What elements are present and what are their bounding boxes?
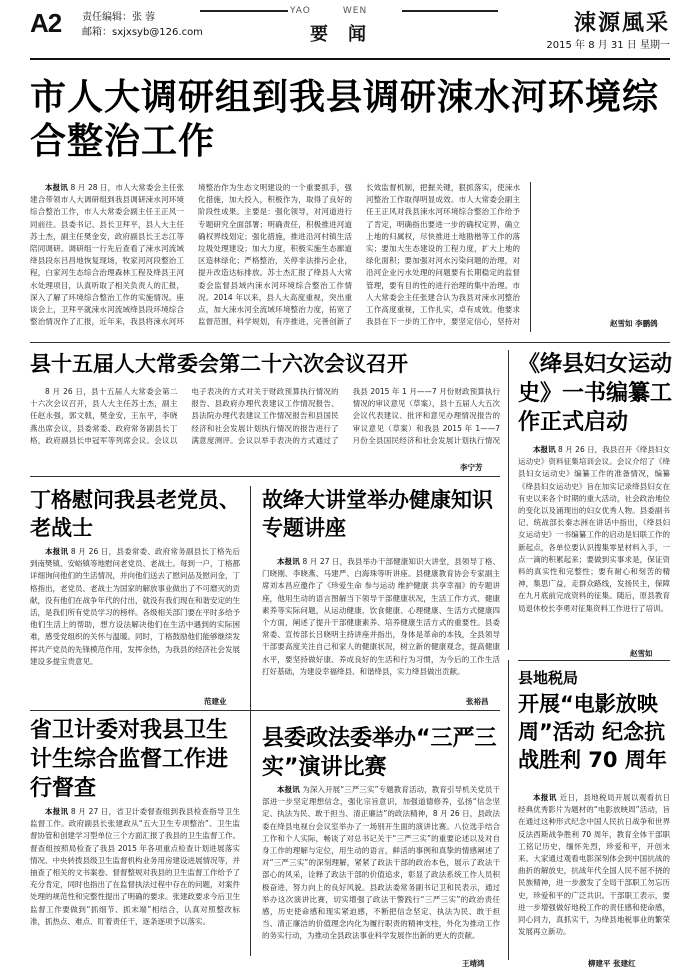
health-inspection-dateline: 本报讯: [45, 807, 69, 816]
paper-name: 涑源風采: [573, 10, 670, 36]
middle-column-divider: [250, 486, 251, 956]
editor-email: 邮箱：sxjxsyb@126.com: [82, 27, 203, 38]
women-history-text: 8 月 26 日，我县召开《绛县妇女运动史》资料征集培训会议。会议介绍了《绛县妇女运动史》编纂工作的准备情况，编纂《绛县妇女运动史》旨在加实记录绛县妇女在有史以来各个时期的重大活动，社会政治地位的变化以及涌现出的妇女优秀人物。县委副书记、统战部长秦志洲在讲话中指出，《绛县妇女运动史》一书编纂工作的启动是妇联工作的新起点，各单位要认识搜集零星材料入手，一点一滴的积累起来；要做到实事求是，保证资料的真实性和完整性；要有耐心和刻苦的精神，集思广益，走群众路线，发扬民主，保障在九月底前完成资料的征集。随后，原县教育局退休校长李勇对征集资料工作进行了培训。: [518, 445, 670, 613]
health-lecture-body: [262, 556, 500, 694]
health-lecture-byline: 张裕昌: [466, 697, 489, 706]
speech-contest-body: [262, 784, 500, 954]
tax-bureau-text: 近日，县地税局开展以观看抗日经典优秀影片为题材的“电影放映周”活动，旨在通过这种形式纪念中国人民抗日战争和世界反法西斯战争胜利 70 周年，教育全体干部职工铭记历史，缅怀先烈，珍爱和平，开创未来。大家通过观看电影深刻体会到中国抗战的曲折的解放史，抗战年代全国人民不屈不挠的民族精神，进一步激发了全局干部职工勿忘历史，珍爱和平的广泛共识。干部职工表示，要进一步增强做好地税工作的责任感和使命感，同心同力，真抓实干，为绛县地税事业的繁荣发展再立新功。: [518, 793, 670, 937]
section-rule-1: [30, 342, 670, 343]
veterans-dateline: 本报讯: [45, 547, 69, 556]
npc-session-headline: 县十五届人大常委会第二十六次会议召开: [30, 352, 408, 376]
speech-contest-dateline: 本报讯: [277, 785, 300, 794]
npc-session-body: 8 月 26 日，县十五届人大常委会第二十六次会议召开，县人大主任苏士杰，副主任赵永强，郭文戟，樊金安，王东平，李晓燕出席会议，县委常委、政府常务副县长丁格，政府副县长申冠军等列席会议。会议以电子表决的方式对关于财政预算执行情况的报告、县政府办理代表建议工作情况报告、县法院办理代表建议工作情况报告和县国民经济和社会发展计划执行情况的报告进行了满意度测评。会议以举手表决的方式通过了我县 2015 年 1 月——7 月份财政预算执行情况的审议意见（草案），县十五届人大五次会议代表建议、批评和意见办理情况报告的审议意见（草案）和我县 2015 年 1——7 月份全县国民经济和社会发展计划执行情况: [30, 387, 500, 445]
women-history-byline: 赵雪如: [630, 649, 653, 658]
health-inspection-body: [30, 806, 240, 966]
masthead-rule: [30, 58, 670, 60]
health-lecture-text: 8 月 27 日，我县举办干部健康知识大讲堂，县领导丁格、门晓刚、李晓燕、马建严、白海珠等听讲座。县健康教育协会专家副主席刘本昌应邀作了《珍爱生命 参与运动 维护健康 共享幸福》的专题讲座，他用生动的语言图解当下领导干部健康状况，生活工作方式、健康素养等实际问题，从运动健康、饮食健康、心理健康、生活方式健康四个方面，阐述了提升干部健康素养、培养健康生活方式的重要性。县委常委、宣传部长吕晓明主持讲座并指出，身体是革命的本钱，全县领导干部要高度关注自己和家人的健康状况，树立新的健康观念，提高健康水平，要坚持做好康、养成良好的生活和行为习惯，为今后的工作生活打好基础，为建设幸福绛县、和谐绛县，实力绛县做出贡献。: [262, 557, 500, 676]
lead-dateline: 本报讯: [45, 183, 68, 192]
health-lecture-headline: 故绛大讲堂举办健康知识专题讲座: [262, 488, 493, 540]
section-rule-2: [30, 476, 500, 477]
right-column-divider: [508, 350, 509, 650]
speech-contest-headline: 县委政法委举办“三严三实”演讲比赛: [262, 726, 497, 780]
section-english: [290, 6, 399, 16]
veterans-headline: 丁格慰问我县老党员、老战士: [30, 488, 240, 540]
veterans-text: 8 月 26 日，县委常委、政府常务副县长丁格先后到南樊镇、安峪镇等地慰问老党员、老战士。每到一户，丁格都详细询问他们的生活情况，并向他们送去了慰问品及慰问金，丁格指出，老党员、老战士为国家的解放事业做出了不可磨灭的贡献，没有他们在战争年代的付出，就没有我们现在和谐安定的生活，是我们所有党员学习的榜样。各级相关部门要在平时多给予他们生活上的帮助，想方设法解决他们在生活中遇到的实际困难，感受党组织的关怀与温暖。同时，丁格鼓励他们能够继续发挥共产党员的先锋模范作用，发挥余热，为我县的经济社会发展建设多提宝贵意见。: [30, 547, 240, 666]
lead-article-text: 8 月 28 日，市人大常委会主任张建合带领市人大调研组到我县调研涑水河环境综合整治工作，市人大常委会副主任王正风一同前往。县委书记、县长卫拜平，县人大主任苏士杰，副主任樊金安，政府副县长王志江等陪同调研。调研组一行先后查看了涑水河流域绛县段东吕昌地恢复现场，牧家河河段整治工程，白家河生态综合治理森林工程及绛县王河水处理项目，认真听取了相关负责人的汇报，深入了解了环境综合整治工作的实施情况。座谈会上，卫拜平就涑水河流域绛县段环境综合整治情况作了汇报，近年来，我县将涑水河环境整治作为生态文明建设的一个重要抓手，强化措施，加大投入，积极作为，取得了良好的阶段性成果。主要是：强化领导，对河道进行专题研究全面部署；明确责任，积极推进河道确权界线划定；强化措施，推进沿河村镇生活垃圾处理建设；加大力度，积极实施生态廊道区造林绿化；严格整治，关停非法排污企业，提升改造达标排放。苏士杰汇报了绛县人大常委会监督县域内涑水河环境综合整治工作情况。2014 年以来，县人大高度重视，突出重点，加大涑水河全流域环境整治力度，拓宽了监督范围，科学规划，有序推进，完善创新了长效监督机制，把握关键，狠抓落实，使涑水河整治工作取得明显成效。市人大常委会副主任王正风对我县涑水河环境综合整治工作给予了肯定，明确指出要进一步的确权定界，确立上地的归属权，尽快推进土地勘楷等工作的落实；要加大生态建设的工程力度，扩大上地的绿化面积；要加强对河水污染问题的治理，对沿河企业污水处理的问题要有长期稳定的监督管理，要有目的性的进行治理的集中治理。市人大常委会主任张建合认为我县对涑水河整治工作高度重视，工作扎实，卓有成效。他要求我县在下一步的工作中，要坚定信心，坚持对: [30, 183, 520, 327]
lead-byline: 赵雪如 李鹏鸽: [610, 319, 658, 328]
women-history-body: [518, 444, 670, 642]
section-en-left: YAO: [290, 6, 311, 16]
tax-bureau-dateline: 本报讯: [533, 793, 557, 802]
health-inspection-text: 8 月 27 日，省卫计委督查组到我县检查指导卫生监督工作。政府副县长张建政从“五大卫生专项整治”、卫生监督协管和创建学习型单位三个方面汇报了我县的卫生监督工作。督查组按照局检查了我县 2015 年各项重点检查计划进展落实情况、中央转拨县级卫生监督机构业务用房建设进展情况等，并抽查了相关的文书案卷、督督整规对我县的卫生监督工作给予了充分肯定，同时也指出了在监督执法过程中存在的问题，对案件处理的规范性和完整性提出了明确的要求。张建政要求今后卫生监督工作要做到“抓细节、抓末端”相结合，认真对照整改标准，抓热点、难点、盯着责任干，逐条逐项予以落实。: [30, 807, 240, 926]
section-rule-right: [518, 660, 670, 661]
women-history-dateline: 本报讯: [533, 445, 556, 454]
veterans-body: [30, 546, 240, 692]
lead-article-body: [30, 182, 520, 332]
right-column-divider-lower: [508, 660, 509, 960]
npc-session-byline: 李宁芳: [460, 463, 483, 472]
masthead: [0, 0, 700, 60]
speech-contest-byline: 王靖鸿: [462, 959, 485, 968]
tax-bureau-body: [518, 792, 670, 952]
lead-headline: 市人大调研组到我县调研涑水河环境综合整治工作: [30, 77, 660, 162]
editor-info: [82, 10, 203, 40]
speech-contest-text: 为深入开展“三严三实”专题教育活动，教育引导机关党员干部进一步坚定理想信念，强化宗旨意识，加强道德修养，弘扬“信念坚定、执法为民、敢于担当、清正廉洁”的政法精神，8 月 26 日，县政法委在绛县电视台会议室举办了一场别开生面的演讲比赛。八位选手结合工作和个人实际，畅谈了对总书记关于“三严三实”的重要论述以及对自身工作的理解与定位，用生动的语言，鲜活的事例和真挚的情感阐述了对“三严三实”的深刻理解，紧紧了政法干部的政治本色，展示了政法干部心的风采，诠释了政法干部的价值追求，彰显了政法系统工作人员积极奋进、努力向上的良好风貌。县政法委常务副书记卫和民表示，通过举办这次演讲比赛，切实增强了政法干警践行“三严三实”的政治责任感，历史使命感和现实紧迫感，不断把信念坚定、执法为民、敢于担当、清正廉洁的价值理念内化为履行职责的精神支柱，外化为推动工作的务实行动，为推动全县政法事业科学发展作出新的更大的贡献。: [262, 785, 500, 941]
masthead-bar-right: [402, 10, 498, 12]
tax-bureau-headline: 开展“电影放映周”活动 纪念抗战胜利 70 周年: [518, 692, 667, 772]
page-number: A2: [30, 8, 62, 38]
lead-article-continued: [540, 182, 670, 312]
section-rule-3: [30, 710, 500, 711]
masthead-bar-left: [200, 10, 288, 12]
tax-bureau-byline: 柳建平 张建红: [588, 959, 636, 968]
section-title: 要闻: [310, 24, 386, 45]
issue-date: 2015 年 8 月 31 日 星期一: [546, 40, 670, 51]
section-en-right: WEN: [342, 6, 368, 16]
women-history-headline: 《绛县妇女运动史》一书编纂工作正式启动: [518, 352, 673, 435]
column-divider: [530, 182, 531, 332]
editor-name: 责任编辑：张 蓉: [82, 12, 156, 23]
health-lecture-dateline: 本报讯: [277, 557, 300, 566]
veterans-byline: 范建业: [204, 697, 227, 706]
tax-bureau-kicker: 县地税局: [518, 669, 579, 687]
health-inspection-headline: 省卫计委对我县卫生计生综合监督工作进行督查: [30, 718, 229, 801]
